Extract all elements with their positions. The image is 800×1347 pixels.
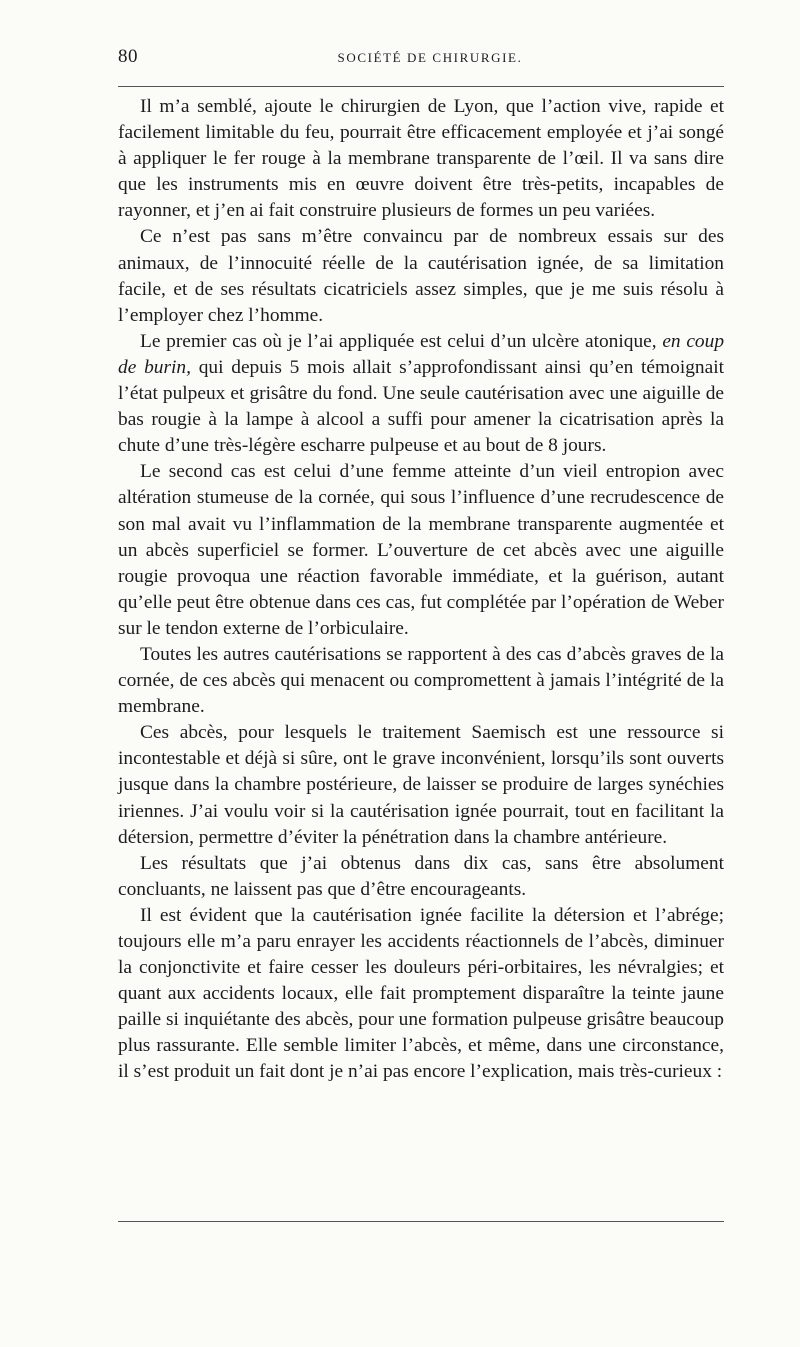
body-text xyxy=(118,94,724,1086)
paragraph-animal-trials: Ce n’est pas sans m’être convaincu par de nombreux essais sur des animaux, de l’innocuité réelle de la cautérisation ignée, de sa limitation facile, et de ses résultats cicatriciels assez simples, que je me suis résolu à l’employer chez l’homme. xyxy=(118,226,724,326)
paragraph-first-case xyxy=(118,329,724,459)
running-head xyxy=(118,44,724,74)
page-number: 80 xyxy=(118,46,138,67)
paragraph-saemisch-treatment: Ces abcès, pour lesquels le traitement Saemisch est une ressource si incontestable et déjà si sûre, ont le grave inconvénient, lorsqu’ils sont ouverts jusque dans la chambre postérieure, de laisser se produire de larges synéchies iriennes. J’ai voulu voir si la cautérisation ignée pourrait, tout en facilitant la détersion, permettre d’éviter la pénétration dans la chambre antérieure. xyxy=(118,722,724,848)
first-case-text-end: qui depuis 5 mois allait s’approfondissant ainsi qu’en témoignait l’état pulpeux et grisâtre du fond. Une seule cautérisation avec une aiguille de bas rougie à la lampe à alcool a suffi pour amener la cicatrisation après la chute d’une très-légère escharre pulpeuse et au bout de 8 jours. xyxy=(118,356,724,457)
paragraph-second-case: Le second cas est celui d’une femme atteinte d’un vieil entropion avec altération stumeuse de la cornée, qui sous l’influence d’une recrudescence de son mal avait vu l’inflammation de la membrane transparente augmentée et un abcès superficiel se former. L’ouverture de cet abcès avec une aiguille rougie provoqua une réaction favorable immédiate, et la guérison, autant qu’elle peut être obtenue dans ces cas, fut complétée par l’opération de Weber sur le tendon externe de l’orbiculaire. xyxy=(118,461,724,639)
paragraph-results: Les résultats que j’ai obtenus dans dix cas, sans être absolument concluants, ne laissent pas que d’être encourageants. xyxy=(118,852,724,900)
paragraph-other-cauterizations: Toutes les autres cautérisations se rapportent à des cas d’abcès graves de la cornée, de ces abcès qui menacent ou compromettent à jamais l’intégrité de la membrane. xyxy=(118,643,724,718)
header-rule xyxy=(118,86,724,87)
italic-phrase: en coup de burin, xyxy=(118,330,725,378)
first-case-text-start: Le premier cas où je l’ai appliquée est celui d’un ulcère atonique, xyxy=(140,330,663,352)
paragraph-detersion: Il est évident que la cautérisation ignée facilite la détersion et l’abrége; toujours elle m’a paru enrayer les accidents réactionnels de l’abcès, diminuer la conjonctivite et faire cesser les douleurs péri-orbitaires, les névralgies; et quant aux accidents locaux, elle fait promptement disparaître la teinte jaune paille si inquiétante des abcès, pour une formation pulpeuse grisâtre beaucoup plus rassurante. Elle semble limiter l’abcès, et même, dans une circonstance, il s’est produit un fait dont je n’ai pas encore l’explication, mais très-curieux : xyxy=(118,904,724,1083)
footer-rule xyxy=(118,1221,724,1222)
paragraph-lyon-surgeon: Il m’a semblé, ajoute le chirurgien de Lyon, que l’action vive, rapide et facilement limitable du feu, pourrait être efficacement employée et j’ai songé à appliquer le fer rouge à la membrane transparente de l’œil. Il va sans dire que les instruments mis en œuvre doivent être très-petits, incapables de rayonner, et j’en ai fait construire plusieurs de formes un peu variées. xyxy=(118,96,724,222)
running-title: SOCIÉTÉ DE CHIRURGIE. xyxy=(337,50,523,65)
